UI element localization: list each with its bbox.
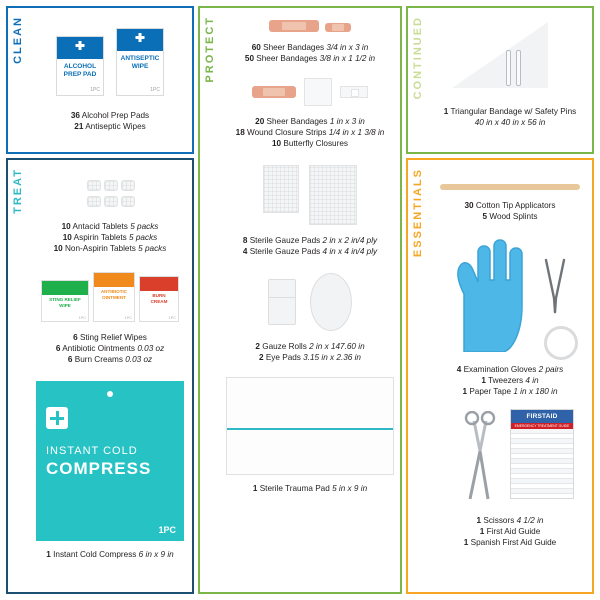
medical-cross-icon (46, 407, 68, 429)
package-count: 1PC (150, 87, 160, 93)
panel-essentials (406, 158, 594, 594)
sting-relief-wipe-box (41, 280, 89, 322)
first-aid-guide-booklet (510, 409, 574, 499)
protect-captions-2: 20 Sheer Bandages 1 in x 3 in 18 Wound Closure Strips 1/4 in x 1 3/8 in 10 Butterfly Closures (235, 117, 385, 148)
hang-hole (107, 391, 113, 397)
package-title: ALCOHOL PREP PAD (63, 63, 97, 78)
tablet-pack (104, 196, 118, 207)
panel-continued (406, 6, 594, 154)
package-title: ANTISEPTIC WIPE (120, 55, 160, 70)
bandage-pad (282, 22, 306, 31)
sheer-bandage-small (325, 23, 351, 32)
sterile-trauma-pad (226, 377, 394, 475)
medical-cross-icon (136, 33, 145, 42)
tablet-pack (121, 180, 135, 191)
guide-band: EMERGENCY TREATMENT GUIDE (511, 423, 573, 429)
sterile-gauze-pad-4in (309, 165, 357, 225)
box-count: 1PC (78, 316, 86, 320)
compress-title-large: COMPRESS (46, 459, 152, 478)
box-label: BURN CREAM (150, 293, 168, 304)
antiseptic-wipe-package (116, 28, 164, 96)
medical-cross-icon (76, 41, 85, 50)
box-count: 1PC (124, 316, 132, 320)
box-header-band (42, 281, 88, 295)
sheer-bandage-large (269, 20, 319, 32)
box-label: STING RELIEF WIPE (49, 297, 81, 308)
burn-cream-box (139, 276, 179, 322)
panel-protect (198, 6, 402, 594)
instant-cold-compress-package (36, 381, 184, 541)
compress-title-small: INSTANT COLD (46, 445, 138, 457)
paper-tape-roll (544, 326, 578, 360)
box-header-band (94, 273, 134, 287)
sterile-gauze-pad-2in (263, 165, 299, 213)
alcohol-prep-pad-package (56, 36, 104, 96)
compress-count: 1PC (158, 525, 176, 535)
tweezers (542, 258, 568, 314)
bandage-pad (332, 24, 345, 31)
treat-cream-captions: 6 Sting Relief Wipes 6 Antibiotic Ointments 0.03 oz 6 Burn Creams 0.03 oz (55, 333, 165, 364)
guide-title: FIRSTAID (511, 410, 573, 423)
box-count: 1PC (168, 316, 176, 320)
package-header-band (117, 29, 163, 51)
eye-pad (310, 273, 352, 331)
tablet-pack (87, 196, 101, 207)
clean-captions: 36 Alcohol Prep Pads 21 Antiseptic Wipes (70, 111, 150, 131)
panel-essentials-label: ESSENTIALS (412, 168, 424, 258)
box-label: ANTIBIOTIC OINTMENT (100, 289, 128, 300)
gauze-roll (268, 279, 296, 325)
essentials-captions-2: 4 Examination Gloves 2 pairs 1 Tweezers 4 in 1 Paper Tape 1 in x 180 in (456, 365, 564, 396)
protect-captions-1: 60 Sheer Bandages 3/4 in x 3 in 50 Sheer Bandages 3/8 in x 1 1/2 in (244, 43, 376, 63)
treat-tablet-captions: 10 Antacid Tablets 5 packs 10 Aspirin Tablets 5 packs 10 Non-Aspirin Tablets 5 packs (53, 222, 167, 253)
protect-captions-4: 2 Gauze Rolls 2 in x 147.60 in 2 Eye Pads 3.15 in x 2.36 in (255, 342, 365, 362)
panel-continued-label: CONTINUED (412, 16, 424, 100)
panel-treat (6, 158, 194, 594)
panel-clean-label: CLEAN (12, 16, 24, 64)
protect-captions-3: 8 Sterile Gauze Pads 2 in x 2 in/4 ply 4 Sterile Gauze Pads 4 in x 4 in/4 ply (242, 236, 378, 256)
panel-protect-label: PROTECT (204, 16, 216, 83)
continued-captions: 1 Triangular Bandage w/ Safety Pins 40 in x 40 in x 56 in (443, 107, 577, 127)
tablet-pack (104, 180, 118, 191)
panel-treat-label: TREAT (12, 168, 24, 214)
tablet-pack (121, 196, 135, 207)
bandage-pad (263, 88, 284, 97)
safety-pin (506, 50, 511, 86)
triangular-bandage (452, 22, 548, 88)
essentials-captions-3: 1 Scissors 4 1/2 in 1 First Aid Guide 1 Spanish First Aid Guide (463, 516, 557, 547)
scissors (458, 411, 500, 503)
protect-captions-5: 1 Sterile Trauma Pad 5 in x 9 in (252, 484, 368, 493)
treat-compress-caption: 1 Instant Cold Compress 6 in x 9 in (46, 550, 174, 559)
sheer-bandage-1x3 (252, 86, 296, 98)
cotton-tip-applicator (440, 184, 580, 190)
safety-pin (516, 50, 521, 86)
panel-clean (6, 6, 194, 154)
package-count: 1PC (90, 87, 100, 93)
essentials-captions-1: 30 Cotton Tip Applicators 5 Wood Splints (464, 201, 556, 221)
box-header-band (140, 277, 178, 291)
tablet-pack (87, 180, 101, 191)
wound-closure-strips (304, 78, 332, 106)
package-header-band (57, 37, 103, 59)
examination-glove (448, 236, 532, 346)
butterfly-closure (340, 86, 368, 98)
antibiotic-ointment-box (93, 272, 135, 322)
